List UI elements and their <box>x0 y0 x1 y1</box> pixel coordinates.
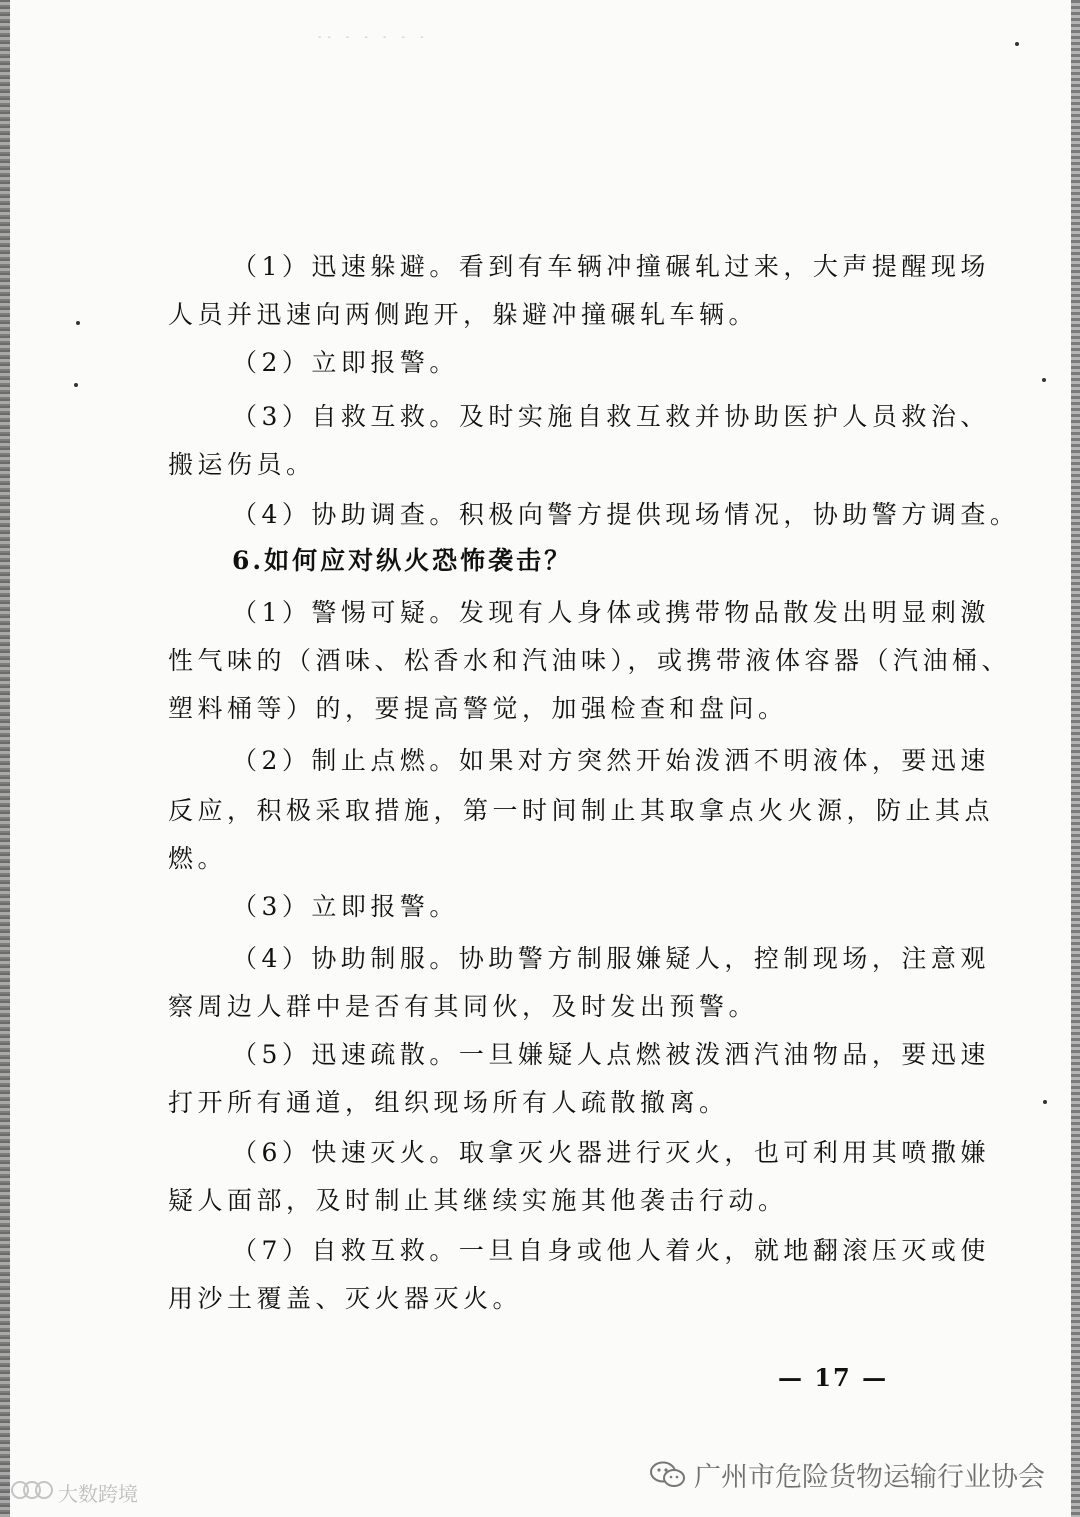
paragraph-line: 性气味的（酒味、松香水和汽油味），或携带液体容器（汽油桶、 <box>168 646 1012 675</box>
page-number: — 17 — <box>778 1363 889 1392</box>
watermark-text: 广州市危险货物运输行业协会 <box>694 1462 1045 1493</box>
scan-speck <box>74 383 78 387</box>
scan-speck <box>1015 42 1019 46</box>
paragraph-line: （5）迅速疏散。一旦嫌疑人点燃被泼洒汽油物品，要迅速 <box>232 1040 990 1069</box>
paragraph-line: （4）协助调查。积极向警方提供现场情况，协助警方调查。 <box>232 500 1020 529</box>
paragraph-line: （2）制止点燃。如果对方突然开始泼洒不明液体，要迅速 <box>232 746 990 775</box>
paragraph-line: 打开所有通道，组织现场所有人疏散撤离。 <box>168 1088 729 1117</box>
paragraph-line: 察周边人群中是否有其同伙，及时发出预警。 <box>168 992 759 1021</box>
paragraph-line: （3）立即报警。 <box>232 892 459 921</box>
paragraph-line: 疑人面部，及时制止其继续实施其他袭击行动。 <box>168 1186 788 1215</box>
wechat-icon <box>650 1461 686 1489</box>
paragraph-line: （7）自救互救。一旦自身或他人着火，就地翻滚压灭或使 <box>232 1236 990 1265</box>
section-heading: 6.如何应对纵火恐怖袭击？ <box>232 546 573 575</box>
scan-speck <box>76 321 80 325</box>
paragraph-line: 人员并迅速向两侧跑开，躲避冲撞碾轧车辆。 <box>168 300 759 329</box>
scan-edge-right <box>1071 0 1080 1517</box>
paragraph-line: （2）立即报警。 <box>232 348 459 377</box>
watermark-source <box>10 1478 138 1507</box>
paragraph-line: （3）自救互救。及时实施自救互救并协助医护人员救治、 <box>232 402 990 431</box>
paragraph-line: 反应，积极采取措施，第一时间制止其取拿点火火源，防止其点 <box>168 796 995 825</box>
paragraph-line: 塑料桶等）的，要提高警觉，加强检查和盘问。 <box>168 694 788 723</box>
scan-edge-left <box>0 0 10 1517</box>
logo-icon <box>10 1478 54 1507</box>
paragraph-line: 用沙土覆盖、灭火器灭火。 <box>168 1284 523 1313</box>
paragraph-line: 搬运伤员。 <box>168 450 316 479</box>
top-marks: -- - - - - - <box>318 32 430 43</box>
paragraph-line: （1）迅速躲避。看到有车辆冲撞碾轧过来，大声提醒现场 <box>232 252 990 281</box>
watermark-association <box>650 1455 1045 1494</box>
paragraph-line: （6）快速灭火。取拿灭火器进行灭火，也可利用其喷撒嫌 <box>232 1138 990 1167</box>
paragraph-line: （1）警惕可疑。发现有人身体或携带物品散发出明显刺激 <box>232 598 990 627</box>
scan-speck <box>1043 1100 1047 1104</box>
watermark-source-text: 大数跨境 <box>58 1482 138 1506</box>
scan-speck <box>1042 378 1046 382</box>
paragraph-line: 燃。 <box>168 844 228 873</box>
paragraph-line: （4）协助制服。协助警方制服嫌疑人，控制现场，注意观 <box>232 944 990 973</box>
